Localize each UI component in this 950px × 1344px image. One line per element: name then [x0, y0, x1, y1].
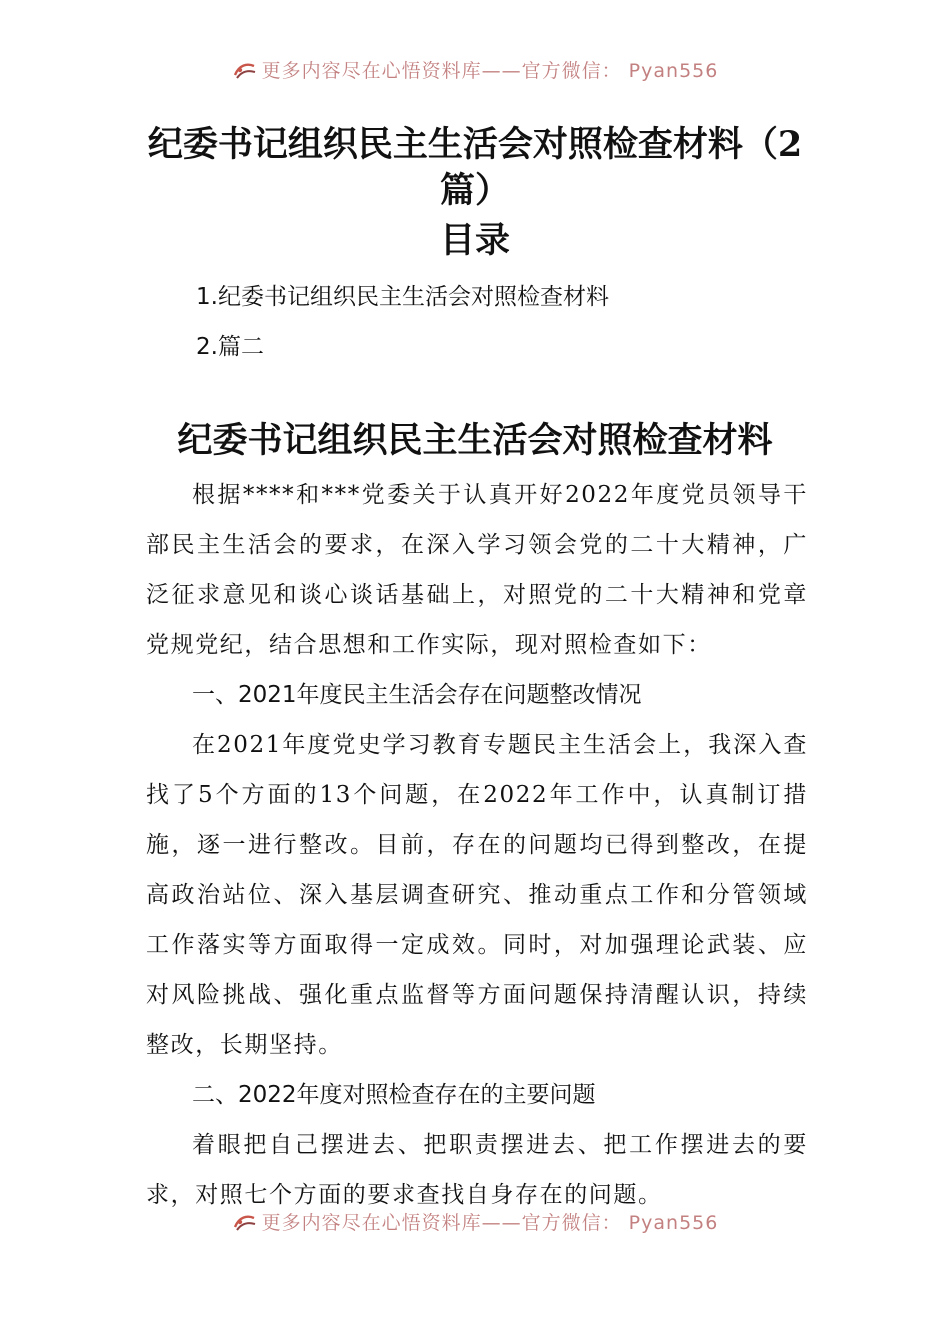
- subheading-one: 一、2021年度民主生活会存在问题整改情况: [192, 682, 642, 708]
- watermark-top: [0, 56, 950, 83]
- watermark-text: 更多内容尽在心悟资料库——官方微信： Pyan556: [261, 1212, 719, 1234]
- body-paragraph-two: 着眼把自己摆进去、把职责摆进去、把工作摆进去的要求，对照七个方面的要求查找自身存在的问题。: [146, 1132, 808, 1208]
- document-body: [146, 470, 808, 1220]
- section-title: 纪委书记组织民主生活会对照检查材料: [177, 420, 773, 461]
- body-paragraph-one: 在2021年度党史学习教育专题民主生活会上，我深入查找了5个方面的13个问题，在2022年工作中，认真制订措施，逐一进行整改。目前，存在的问题均已得到整改，在提高政治站位、深入基层调查研究、推动重点工作和分管领域工作落实等方面取得一定成效。同时，对加强理论武装、应对风险挑战、强化重点监督等方面问题保持清醒认识，持续整改，长期坚持。: [146, 732, 808, 1058]
- toc-heading: 目录: [439, 220, 510, 261]
- intro-paragraph: 根据****和***党委关于认真开好2022年度党员领导干部民主生活会的要求，在深入学习领会党的二十大精神，广泛征求意见和谈心谈话基础上，对照党的二十大精神和党章党规党纪，结合思想和工作实际，现对照检查如下：: [146, 482, 808, 658]
- watermark-bottom: [0, 1208, 950, 1235]
- watermark-logo-icon: [232, 1213, 258, 1233]
- watermark-text: 更多内容尽在心悟资料库——官方微信： Pyan556: [261, 60, 719, 82]
- subheading-two: 二、2022年度对照检查存在的主要问题: [192, 1082, 596, 1108]
- document-title: 纪委书记组织民主生活会对照检查材料（2篇）: [147, 124, 803, 211]
- toc-item[interactable]: 1.纪委书记组织民主生活会对照检查材料: [196, 284, 609, 310]
- toc-item[interactable]: 2.篇二: [196, 334, 264, 360]
- watermark-logo-icon: [232, 61, 258, 81]
